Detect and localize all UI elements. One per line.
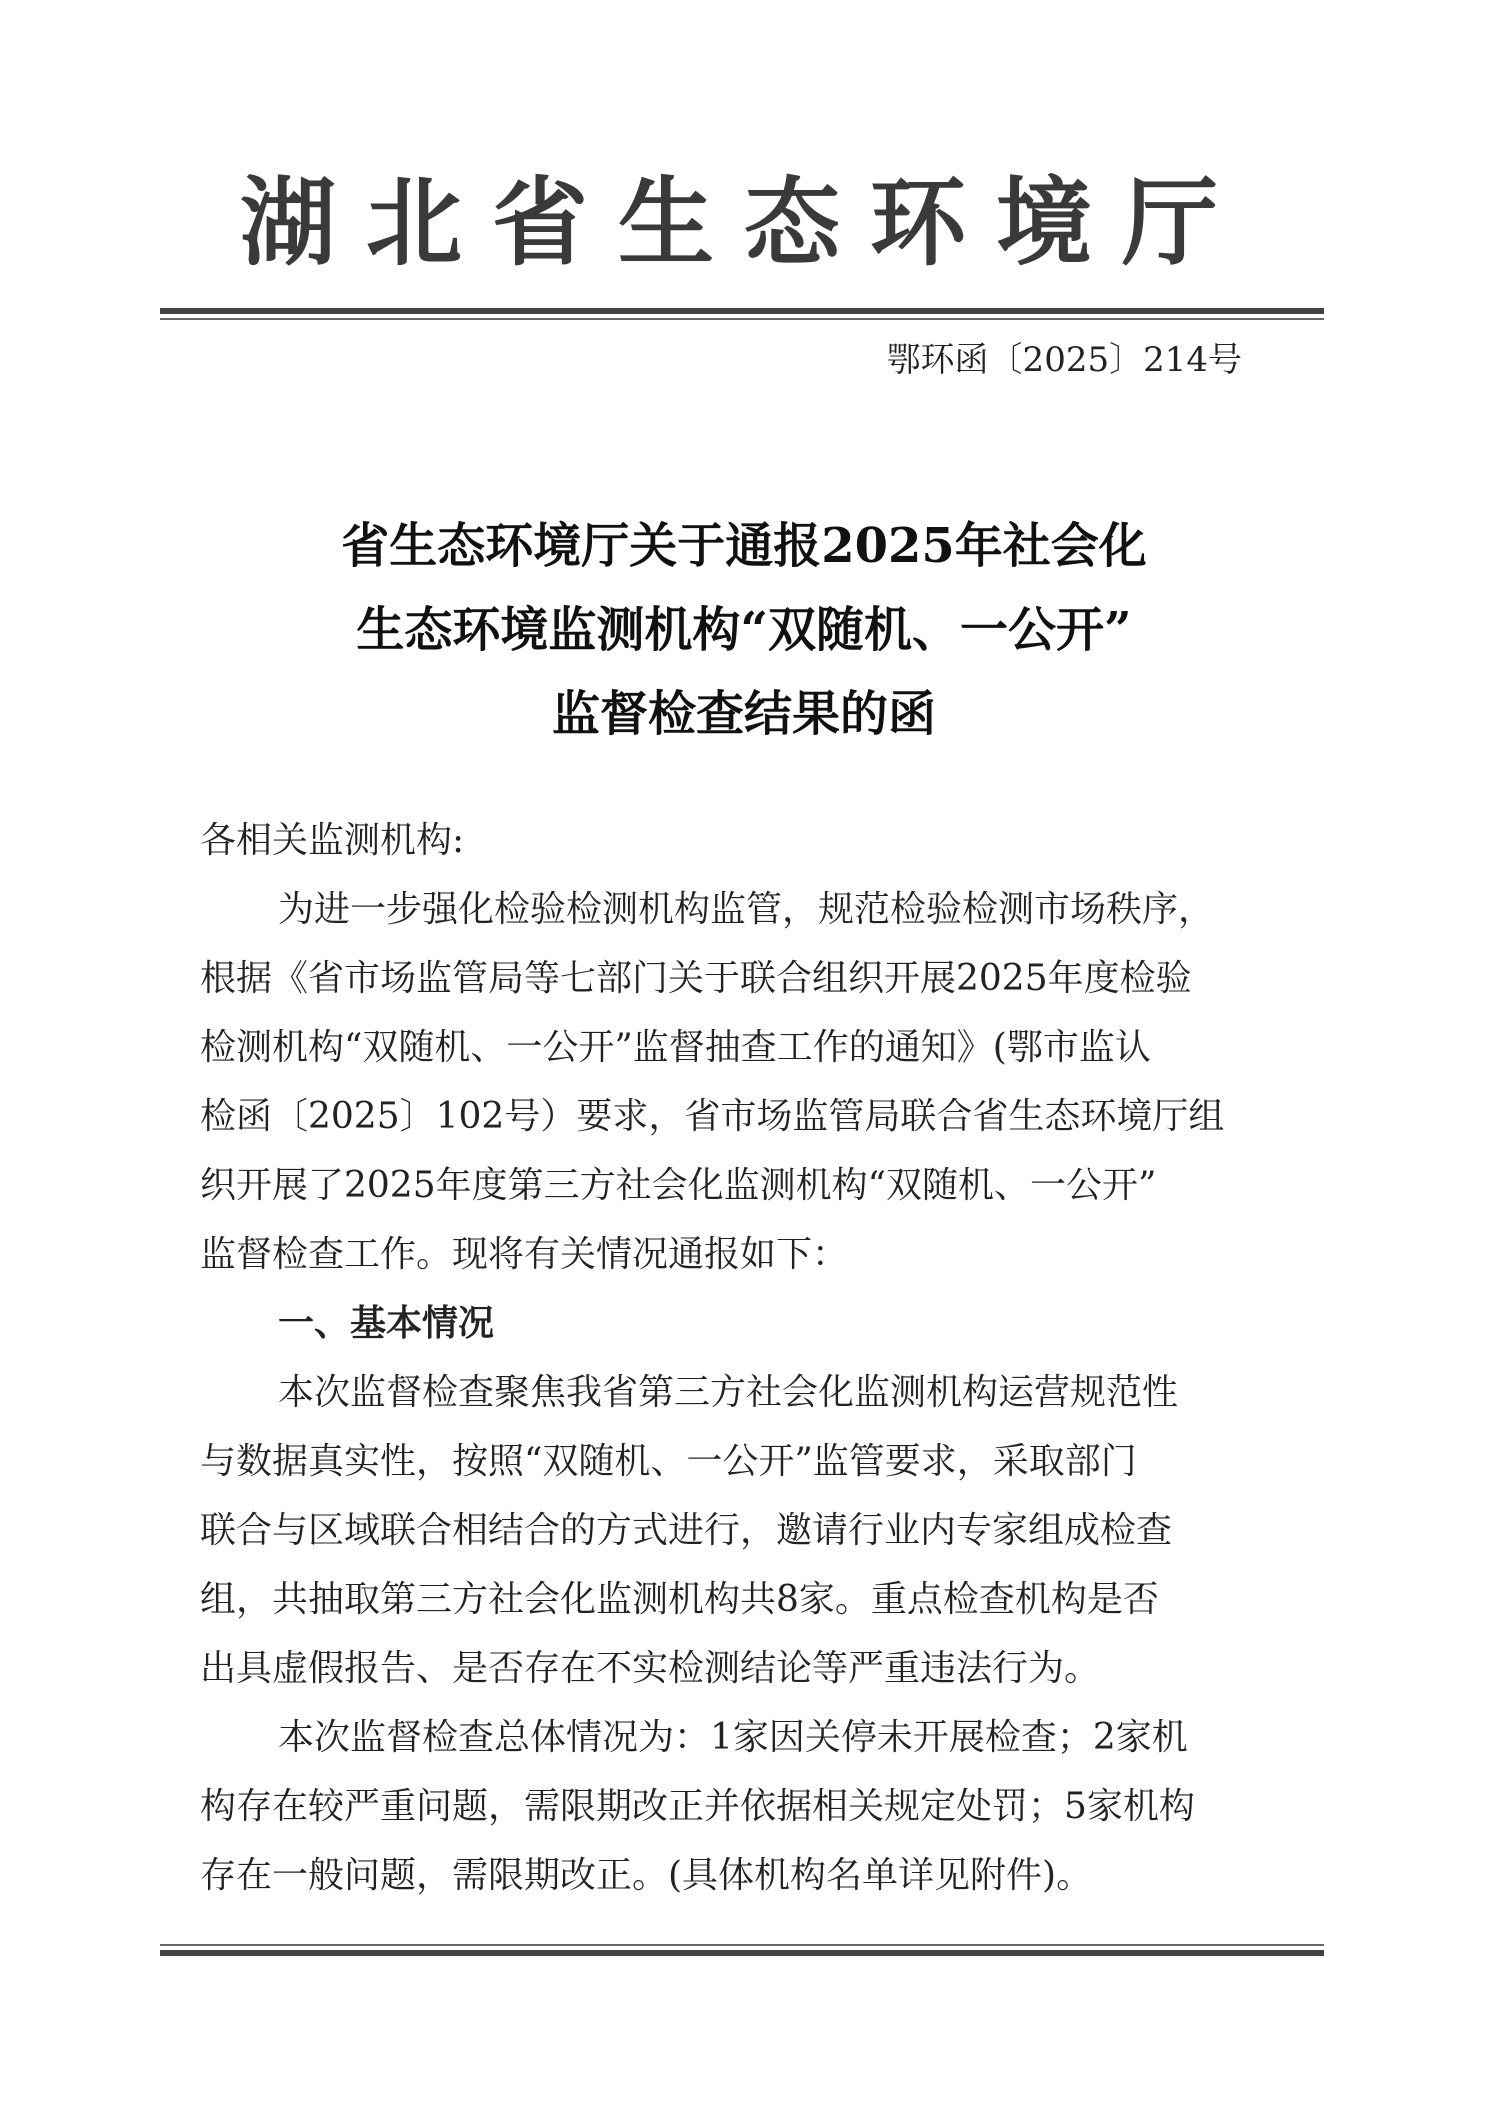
para1-line: 检函〔2025〕102号）要求，省市场监管局联合省生态环境厅组	[200, 1096, 1225, 1137]
org-title: 湖北省生态环境厅	[240, 167, 1248, 279]
heading-line-3: 监督检查结果的函	[551, 686, 936, 742]
header-rule-thin	[160, 318, 1324, 320]
heading-line-2: 生态环境监测机构“双随机、一公开”	[356, 602, 1132, 658]
para3-line: 本次监督检查总体情况为：1家因关停未开展检查；2家机	[278, 1717, 1188, 1758]
para1-line: 为进一步强化检验检测机构监管，规范检验检测市场秩序，	[278, 889, 1215, 930]
para2-line: 组，共抽取第三方社会化监测机构共8家。重点检查机构是否	[200, 1579, 1159, 1620]
para1-line: 监督检查工作。现将有关情况通报如下：	[200, 1234, 849, 1275]
para2-line: 本次监督检查聚焦我省第三方社会化监测机构运营规范性	[278, 1372, 1179, 1413]
section-heading: 一、基本情况	[278, 1303, 495, 1344]
footer-rule-thin	[160, 1944, 1324, 1946]
para2-line: 出具虚假报告、是否存在不实检测结论等严重违法行为。	[200, 1648, 1101, 1689]
para1-line: 检测机构“双随机、一公开”监督抽查工作的通知》(鄂市监认	[200, 1027, 1151, 1068]
para2-line: 联合与区域联合相结合的方式进行，邀请行业内专家组成检查	[200, 1510, 1173, 1551]
document-number: 鄂环函〔2025〕214号	[886, 340, 1242, 380]
para1-line: 织开展了2025年度第三方社会化监测机构“双随机、一公开”	[200, 1165, 1157, 1206]
header-rule-thick	[160, 308, 1324, 314]
footer-rule-thick	[160, 1950, 1324, 1956]
heading-line-1: 省生态环境厅关于通报2025年社会化	[341, 518, 1147, 574]
para2-line: 与数据真实性，按照“双随机、一公开”监管要求，采取部门	[200, 1441, 1137, 1482]
para3-line: 构存在较严重问题，需限期改正并依据相关规定处罚；5家机构	[200, 1786, 1195, 1827]
para1-line: 根据《省市场监管局等七部门关于联合组织开展2025年度检验	[200, 958, 1192, 999]
salutation: 各相关监测机构:	[200, 820, 465, 861]
document-heading	[160, 504, 1328, 756]
para3-line: 存在一般问题，需限期改正。(具体机构名单详见附件)。	[200, 1855, 1093, 1896]
document-body	[200, 806, 1290, 1910]
